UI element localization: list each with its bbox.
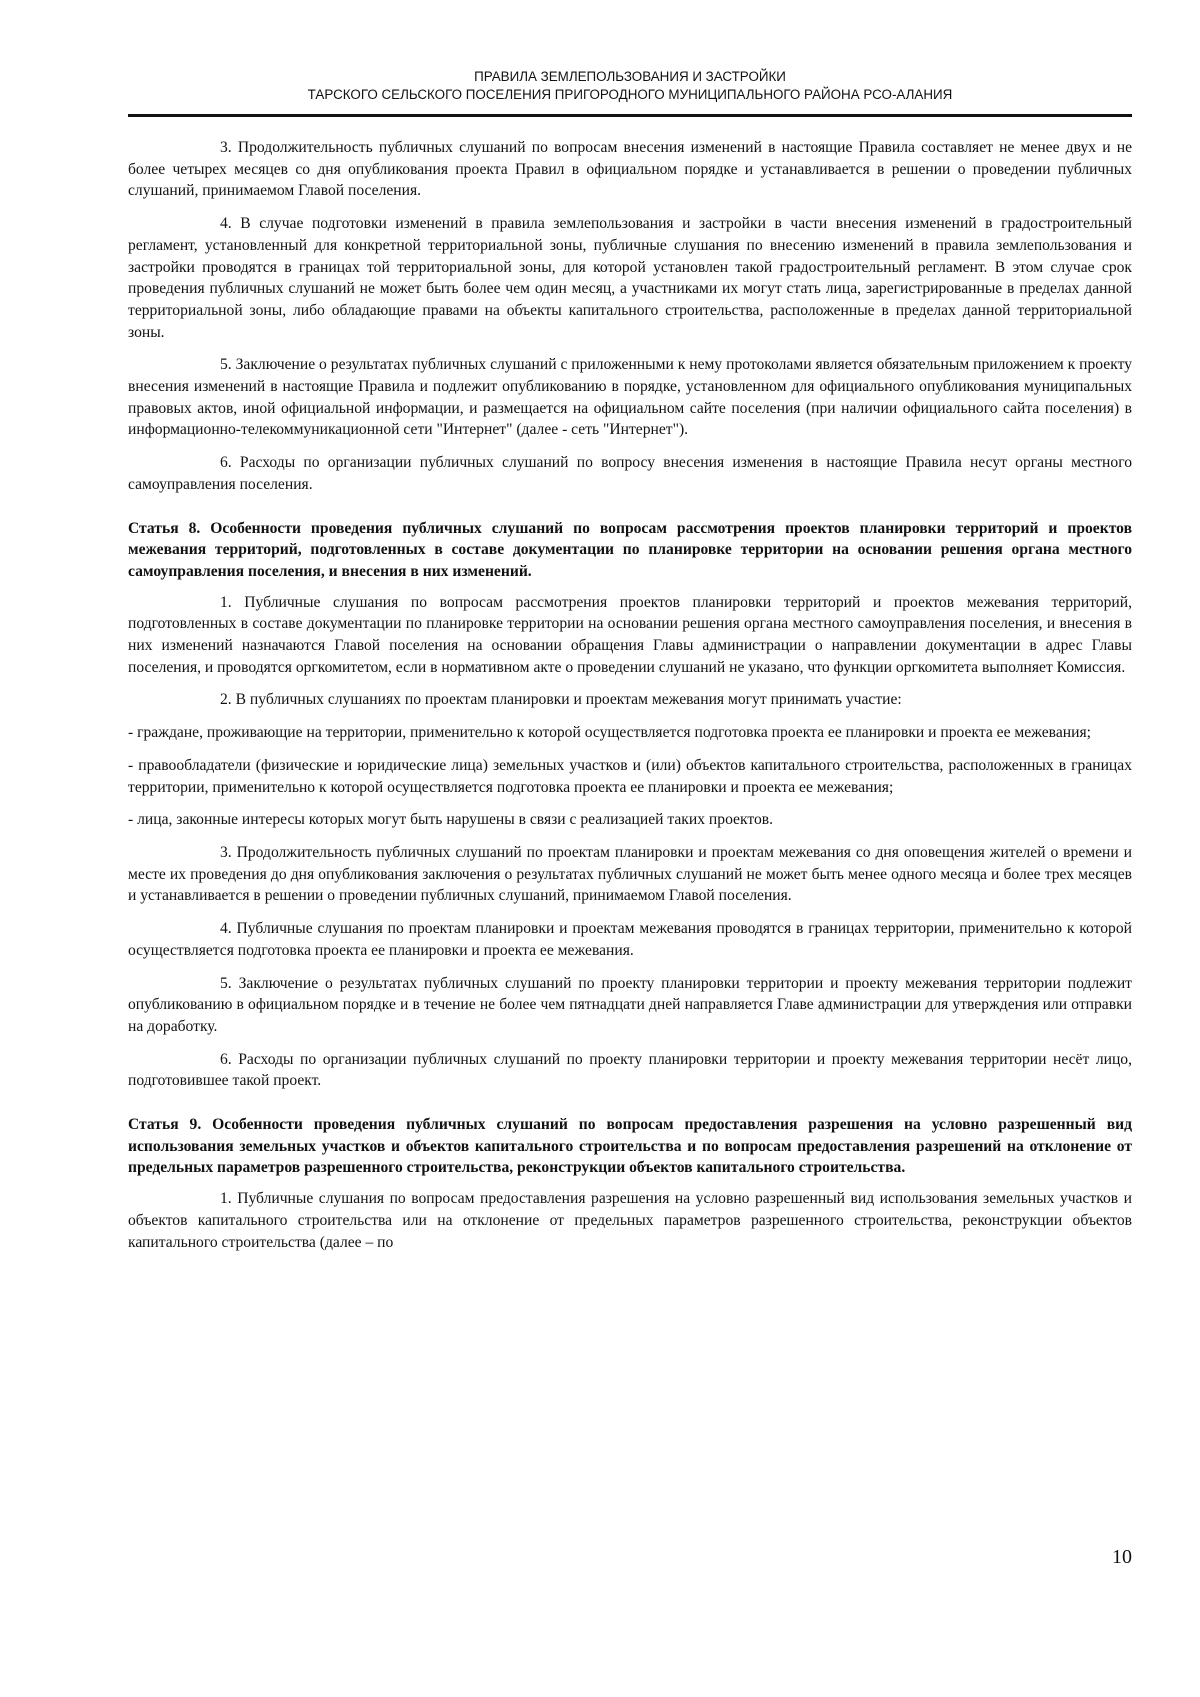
list-item: - граждане, проживающие на территории, применительно к которой осуществляется подготовка проекта ее планировки и проекта ее межевания;: [128, 724, 1091, 742]
paragraph: 5. Заключение о результатах публичных слушаний с приложенными к нему протоколами является обязательным приложением к проекту внесения изменений в настоящие Правила и подлежит опубликованию в порядке, установленном для официального опубликования муниципальных правовых актов, иной официальной информации, и размещается на официальном сайте поселения (при наличии официального сайта поселения) в информационно-телекоммуникационной сети "Интернет" (далее - сеть "Интернет").: [128, 356, 1132, 439]
paragraph: 4. Публичные слушания по проектам планировки и проектам межевания проводятся в границах территории, применительно к которой осуществляется подготовка проекта ее планировки и проекта ее межевания.: [128, 920, 1132, 959]
document-body: [128, 137, 1132, 1264]
running-header: [128, 68, 1132, 104]
paragraph: 3. Продолжительность публичных слушаний по проектам планировки и проектам межевания со дня оповещения жителей о времени и месте их проведения до дня опубликования заключения о результатах публичных слушаний не может быть менее одного месяца и более трех месяцев и устанавливается в решении о проведении публичных слушаний, принимаемом Главой поселения.: [128, 843, 1132, 905]
header-rule: [128, 114, 1132, 117]
paragraph: 1. Публичные слушания по вопросам предоставления разрешения на условно разрешенный вид использования земельных участков и объектов капитального строительства или на отклонение от предельных параметров разрешенного строительства, реконструкции объектов капитального строительства (далее – по: [128, 1190, 1132, 1251]
page-number: 10: [1112, 1546, 1132, 1568]
article-heading: Статья 9. Особенности проведения публичных слушаний по вопросам предоставления разрешения на условно разрешенный вид использования земельных участков и объектов капитального строительства и по вопросам предоставления разрешений на отклонение от предельных параметров разрешенного строительства, реконструкции объектов капитального строительства.: [128, 1116, 1132, 1177]
paragraph: 6. Расходы по организации публичных слушаний по проекту планировки территории и проекту межевания территории несёт лицо, подготовившее такой проект.: [128, 1050, 1132, 1090]
header-line-1: ПРАВИЛА ЗЕМЛЕПОЛЬЗОВАНИЯ И ЗАСТРОЙКИ: [474, 69, 786, 84]
list-item: - правообладатели (физические и юридические лица) земельных участков и (или) объектов капитального строительства, расположенных в границах территории, применительно к которой осуществляется подготовка проекта ее планировки и проекта ее межевания;: [128, 756, 1132, 796]
list-item: - лица, законные интересы которых могут быть нарушены в связи с реализацией таких проектов.: [128, 811, 774, 829]
paragraph: 3. Продолжительность публичных слушаний по вопросам внесения изменений в настоящие Правила составляет не менее двух и не более четырех месяцев со дня опубликования проекта Правил в официальном порядке и устанавливается в решении о проведении публичных слушаний, принимаемом Главой поселения.: [128, 139, 1132, 200]
paragraph: 5. Заключение о результатах публичных слушаний по проекту планировки территории и проекту межевания территории подлежит опубликованию в официальном порядке и в течение не более чем пятнадцати дней направляется Главе администрации для утверждения или отправки на доработку.: [128, 974, 1132, 1035]
paragraph: 2. В публичных слушаниях по проектам планировки и проектам межевания могут принимать участие:: [220, 691, 902, 709]
paragraph: 1. Публичные слушания по вопросам рассмотрения проектов планировки территорий и проектов межевания территорий, подготовленных в составе документации по планировке территории на основании решения органа местного самоуправления поселения, и внесения в них изменений назначаются Главой поселения на основании обращения Главы администрации о направлении документации в адрес Главы поселения, и проводятся оргкомитетом, если в нормативном акте о проведении слушаний не указано, что функции оргкомитета выполняет Комиссия.: [128, 593, 1132, 676]
header-line-2: ТАРСКОГО СЕЛЬСКОГО ПОСЕЛЕНИЯ ПРИГОРОДНОГО МУНИЦИПАЛЬНОГО РАЙОНА РСО-АЛАНИЯ: [307, 87, 953, 102]
paragraph: 6. Расходы по организации публичных слушаний по вопросу внесения изменения в настоящие Правила несут органы местного самоуправления поселения.: [128, 454, 1132, 493]
paragraph: 4. В случае подготовки изменений в правила землепользования и застройки в части внесения изменений в градостроительный регламент, установленный для конкретной территориальной зоны, публичные слушания по внесению изменений в правила землепользования и застройки проводятся в границах той территориальной зоны, для которой установлен такой градостроительный регламент. В этом случае срок проведения публичных слушаний не может быть более чем один месяц, а участниками их могут стать лица, зарегистрированные в пределах данной территориальной зоны, либо обладающие правами на объекты капитального строительства, расположенные в пределах данной территориальной зоны.: [128, 215, 1132, 341]
article-heading: Статья 8. Особенности проведения публичных слушаний по вопросам рассмотрения проектов планировки территорий и проектов межевания территорий, подготовленных в составе документации по планировке территории на основании решения органа местного самоуправления поселения, и внесения в них изменений.: [128, 519, 1132, 580]
